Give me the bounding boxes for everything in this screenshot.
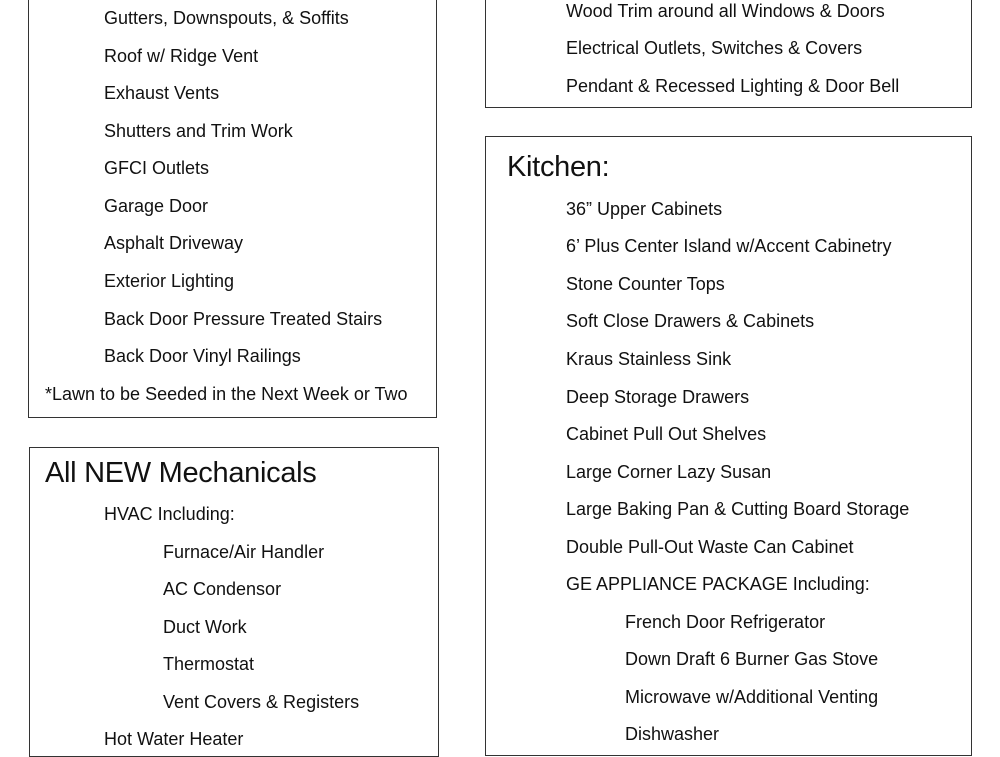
list-item: Exhaust Vents: [104, 83, 220, 103]
list-item: Gutters, Downspouts, & Soffits: [104, 8, 349, 28]
list-item: AC Condensor: [163, 579, 282, 599]
list-item: Thermostat: [163, 654, 255, 674]
list-item: GFCI Outlets: [104, 158, 210, 178]
list-item: 6’ Plus Center Island w/Accent Cabinetry: [566, 236, 892, 256]
list-item: Dishwasher: [625, 724, 720, 744]
list-item: French Door Refrigerator: [625, 612, 826, 632]
kitchen-heading: Kitchen:: [507, 151, 610, 183]
list-item: Stone Counter Tops: [566, 274, 725, 294]
list-item: Microwave w/Additional Venting: [625, 687, 879, 707]
list-item: Pendant & Recessed Lighting & Door Bell: [566, 76, 900, 96]
list-item: Large Corner Lazy Susan: [566, 462, 772, 482]
appliance-package-label: GE APPLIANCE PACKAGE Including:: [566, 574, 870, 594]
list-item: Down Draft 6 Burner Gas Stove: [625, 649, 879, 669]
list-item: Hot Water Heater: [104, 729, 244, 749]
list-item: Roof w/ Ridge Vent: [104, 46, 259, 66]
list-item: Double Pull-Out Waste Can Cabinet: [566, 537, 854, 557]
list-item: Exterior Lighting: [104, 271, 235, 291]
list-item: Back Door Vinyl Railings: [104, 346, 301, 366]
list-item: Duct Work: [163, 617, 247, 637]
list-item: Vent Covers & Registers: [163, 692, 360, 712]
list-item: Back Door Pressure Treated Stairs: [104, 309, 383, 329]
mechanicals-heading: All NEW Mechanicals: [45, 457, 317, 489]
list-item: Deep Storage Drawers: [566, 387, 750, 407]
list-item: Garage Door: [104, 196, 209, 216]
list-item: Asphalt Driveway: [104, 233, 244, 253]
list-item: Furnace/Air Handler: [163, 542, 325, 562]
list-item: Kraus Stainless Sink: [566, 349, 732, 369]
list-item: Shutters and Trim Work: [104, 121, 293, 141]
list-item: Wood Trim around all Windows & Doors: [566, 1, 885, 21]
list-item: Large Baking Pan & Cutting Board Storage: [566, 499, 910, 519]
list-item: Electrical Outlets, Switches & Covers: [566, 38, 863, 58]
hvac-label: HVAC Including:: [104, 504, 235, 524]
list-item: 36” Upper Cabinets: [566, 199, 723, 219]
list-item: Cabinet Pull Out Shelves: [566, 424, 767, 444]
list-item: Soft Close Drawers & Cabinets: [566, 311, 815, 331]
lawn-note: *Lawn to be Seeded in the Next Week or Two: [45, 384, 408, 404]
